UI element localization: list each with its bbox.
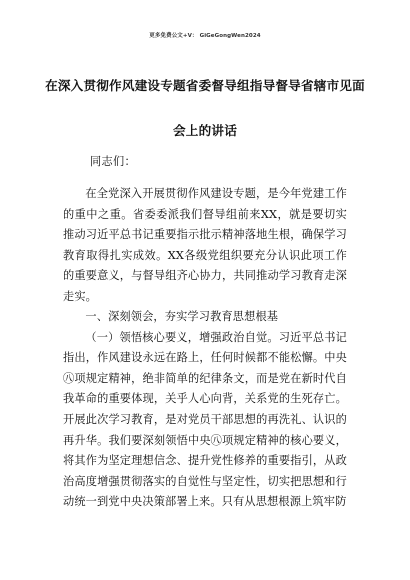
paragraph: 在全党深入开展贯彻作风建设专题，是今年党建工作的重中之重。省委委派我们督导组前来XX，就是要切实推动习近平总书记重要指示批示精神落地生根，确保学习教育取得扎实成效。XX各级党组织要充分认识此项工作的重要意义，与督导组齐心协力，共同推动学习教育走深走实。 xyxy=(63,187,347,303)
paragraph: （一）领悟核心要义，增强政治自觉。习近平总书记指出，作风建设永远在路上，任何时候都不能松懈。中央㊇项规定精神，绝非简单的纪律条文，而是党在新时代自我革命的重要体现，关乎人心向背，关系党的生死存亡。开展此次学习教育，是对党员干部思想的再洗礼、认识的再升华。我们要深刻领悟中央㊇项规定精神的核心要义，将其作为坚定理想信念、提升党性修养的重要指引，从政治高度增强贯彻落实的自觉性与坚定性，切实把思想和行动统一到党中央决策部署上来。只有从思想根源上筑牢防 xyxy=(63,330,347,509)
header-note: 更多免费公文+V： GiGeGongWen2024 xyxy=(149,33,261,39)
document-title-line-1: 在深入贯彻作风建设专题省委督导组指导督导省辖市见面 xyxy=(45,78,365,93)
section-heading: 一、深刻领会，夯实学习教育思想根基 xyxy=(85,310,279,324)
document-title-line-2: 会上的讲话 xyxy=(173,123,237,138)
salutation: 同志们： xyxy=(90,155,136,168)
body-text xyxy=(63,184,347,513)
